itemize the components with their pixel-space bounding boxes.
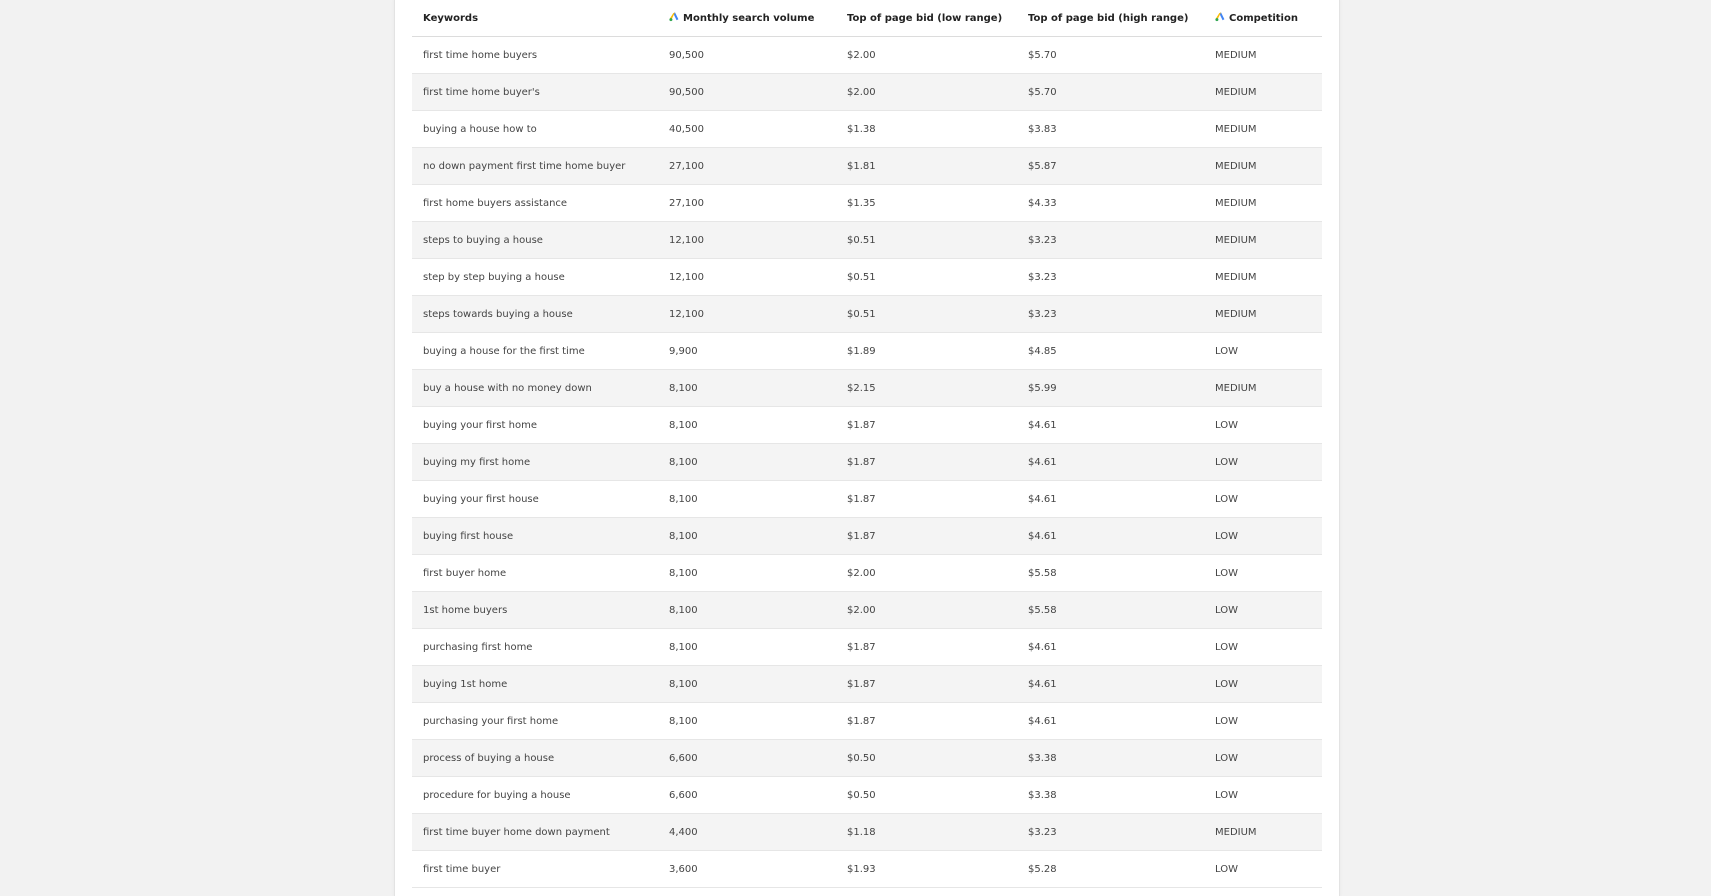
low-bid-cell: $1.38 xyxy=(836,111,1017,148)
high-bid-cell: $5.87 xyxy=(1017,148,1204,185)
table-row xyxy=(412,407,1322,444)
table-row xyxy=(412,74,1322,111)
competition-cell: LOW xyxy=(1204,407,1322,444)
keyword-cell: steps towards buying a house xyxy=(412,296,658,333)
low-bid-cell: $1.87 xyxy=(836,666,1017,703)
table-row xyxy=(412,444,1322,481)
low-bid-cell: $1.87 xyxy=(836,518,1017,555)
competition-cell: MEDIUM xyxy=(1204,259,1322,296)
low-bid-cell: $2.00 xyxy=(836,555,1017,592)
google-ads-icon xyxy=(669,12,679,22)
high-bid-cell: $4.61 xyxy=(1017,444,1204,481)
volume-cell: 4,400 xyxy=(658,814,836,851)
volume-cell: 90,500 xyxy=(658,37,836,74)
volume-cell: 8,100 xyxy=(658,703,836,740)
competition-cell: LOW xyxy=(1204,555,1322,592)
google-ads-icon xyxy=(1215,12,1225,22)
volume-cell: 8,100 xyxy=(658,666,836,703)
table-row xyxy=(412,740,1322,777)
high-bid-cell: $5.58 xyxy=(1017,592,1204,629)
high-bid-cell: $4.61 xyxy=(1017,629,1204,666)
table-header-row xyxy=(412,0,1322,37)
keyword-cell: first buyer home xyxy=(412,555,658,592)
low-bid-cell: $1.89 xyxy=(836,333,1017,370)
high-bid-cell: $4.61 xyxy=(1017,703,1204,740)
low-bid-column-header[interactable] xyxy=(836,0,1017,37)
volume-cell: 8,100 xyxy=(658,555,836,592)
keyword-cell: buy a house with no money down xyxy=(412,370,658,407)
volume-cell: 8,100 xyxy=(658,444,836,481)
keyword-cell: buying my first home xyxy=(412,444,658,481)
keyword-cell: buying your first house xyxy=(412,481,658,518)
competition-cell: LOW xyxy=(1204,777,1322,814)
volume-cell: 9,900 xyxy=(658,333,836,370)
low-bid-header-label: Top of page bid (low range) xyxy=(847,12,1003,24)
keyword-cell: first time buyer xyxy=(412,851,658,888)
table-row xyxy=(412,148,1322,185)
volume-cell: 12,100 xyxy=(658,259,836,296)
volume-cell: 8,100 xyxy=(658,592,836,629)
competition-cell: MEDIUM xyxy=(1204,814,1322,851)
competition-cell: MEDIUM xyxy=(1204,185,1322,222)
table-row xyxy=(412,851,1322,888)
competition-cell: MEDIUM xyxy=(1204,222,1322,259)
competition-cell: LOW xyxy=(1204,740,1322,777)
volume-column-header[interactable] xyxy=(658,0,836,37)
keyword-cell: buying a house how to xyxy=(412,111,658,148)
volume-cell: 27,100 xyxy=(658,148,836,185)
volume-cell: 8,100 xyxy=(658,481,836,518)
keyword-cell: first time home buyers xyxy=(412,37,658,74)
volume-cell: 40,500 xyxy=(658,111,836,148)
keyword-cell: no down payment first time home buyer xyxy=(412,148,658,185)
table-row xyxy=(412,222,1322,259)
volume-cell: 8,100 xyxy=(658,407,836,444)
table-row xyxy=(412,518,1322,555)
table-row xyxy=(412,814,1322,851)
volume-cell: 12,100 xyxy=(658,222,836,259)
high-bid-cell: $3.38 xyxy=(1017,740,1204,777)
high-bid-cell: $3.23 xyxy=(1017,259,1204,296)
low-bid-cell: $1.93 xyxy=(836,851,1017,888)
high-bid-header-label: Top of page bid (high range) xyxy=(1028,12,1189,24)
competition-cell: MEDIUM xyxy=(1204,296,1322,333)
low-bid-cell: $1.87 xyxy=(836,703,1017,740)
high-bid-cell: $4.61 xyxy=(1017,666,1204,703)
keyword-cell: purchasing first home xyxy=(412,629,658,666)
competition-column-header[interactable] xyxy=(1204,0,1322,37)
high-bid-cell: $5.28 xyxy=(1017,851,1204,888)
table-row xyxy=(412,37,1322,74)
competition-cell: MEDIUM xyxy=(1204,74,1322,111)
high-bid-cell: $5.58 xyxy=(1017,555,1204,592)
table-row xyxy=(412,666,1322,703)
keywords-column-header[interactable] xyxy=(412,0,658,37)
keyword-cell: 1st home buyers xyxy=(412,592,658,629)
high-bid-cell: $4.61 xyxy=(1017,481,1204,518)
high-bid-cell: $4.61 xyxy=(1017,407,1204,444)
volume-cell: 6,600 xyxy=(658,777,836,814)
volume-cell: 90,500 xyxy=(658,74,836,111)
high-bid-column-header[interactable] xyxy=(1017,0,1204,37)
low-bid-cell: $0.51 xyxy=(836,259,1017,296)
table-row xyxy=(412,185,1322,222)
low-bid-cell: $2.15 xyxy=(836,370,1017,407)
table-row xyxy=(412,481,1322,518)
volume-cell: 8,100 xyxy=(658,629,836,666)
competition-cell: LOW xyxy=(1204,629,1322,666)
volume-cell: 12,100 xyxy=(658,296,836,333)
low-bid-cell: $0.51 xyxy=(836,222,1017,259)
competition-cell: LOW xyxy=(1204,851,1322,888)
high-bid-cell: $5.70 xyxy=(1017,37,1204,74)
low-bid-cell: $0.51 xyxy=(836,296,1017,333)
low-bid-cell: $1.87 xyxy=(836,481,1017,518)
volume-cell: 8,100 xyxy=(658,370,836,407)
keyword-cell: buying your first home xyxy=(412,407,658,444)
high-bid-cell: $3.23 xyxy=(1017,296,1204,333)
competition-cell: MEDIUM xyxy=(1204,370,1322,407)
competition-cell: MEDIUM xyxy=(1204,37,1322,74)
competition-cell: LOW xyxy=(1204,666,1322,703)
keyword-cell: buying first house xyxy=(412,518,658,555)
keyword-cell: first time buyer home down payment xyxy=(412,814,658,851)
keyword-cell: procedure for buying a house xyxy=(412,777,658,814)
keywords-header-label: Keywords xyxy=(423,12,479,24)
low-bid-cell: $0.50 xyxy=(836,777,1017,814)
keyword-cell: steps to buying a house xyxy=(412,222,658,259)
competition-cell: LOW xyxy=(1204,481,1322,518)
table-row xyxy=(412,629,1322,666)
low-bid-cell: $2.00 xyxy=(836,37,1017,74)
competition-header-label: Competition xyxy=(1229,13,1298,24)
competition-cell: MEDIUM xyxy=(1204,148,1322,185)
low-bid-cell: $1.81 xyxy=(836,148,1017,185)
competition-cell: LOW xyxy=(1204,333,1322,370)
high-bid-cell: $4.33 xyxy=(1017,185,1204,222)
table-row xyxy=(412,259,1322,296)
table-row xyxy=(412,370,1322,407)
keyword-cell: first time home buyer's xyxy=(412,74,658,111)
volume-cell: 6,600 xyxy=(658,740,836,777)
table-row xyxy=(412,592,1322,629)
volume-cell: 3,600 xyxy=(658,851,836,888)
table-row xyxy=(412,296,1322,333)
table-row xyxy=(412,777,1322,814)
low-bid-cell: $1.87 xyxy=(836,629,1017,666)
high-bid-cell: $3.38 xyxy=(1017,777,1204,814)
volume-header-label: Monthly search volume xyxy=(683,13,815,24)
low-bid-cell: $1.35 xyxy=(836,185,1017,222)
keyword-cell: step by step buying a house xyxy=(412,259,658,296)
table-row xyxy=(412,111,1322,148)
keyword-cell: buying a house for the first time xyxy=(412,333,658,370)
high-bid-cell: $4.61 xyxy=(1017,518,1204,555)
table-row xyxy=(412,555,1322,592)
keyword-table-card xyxy=(394,0,1340,896)
low-bid-cell: $2.00 xyxy=(836,592,1017,629)
high-bid-cell: $5.99 xyxy=(1017,370,1204,407)
table-row xyxy=(412,333,1322,370)
high-bid-cell: $4.85 xyxy=(1017,333,1204,370)
keyword-cell: process of buying a house xyxy=(412,740,658,777)
keyword-cell: first home buyers assistance xyxy=(412,185,658,222)
competition-cell: LOW xyxy=(1204,703,1322,740)
keyword-cell: purchasing your first home xyxy=(412,703,658,740)
high-bid-cell: $3.23 xyxy=(1017,814,1204,851)
keyword-cell: buying 1st home xyxy=(412,666,658,703)
low-bid-cell: $1.87 xyxy=(836,444,1017,481)
high-bid-cell: $5.70 xyxy=(1017,74,1204,111)
high-bid-cell: $3.83 xyxy=(1017,111,1204,148)
table-row xyxy=(412,703,1322,740)
low-bid-cell: $1.18 xyxy=(836,814,1017,851)
high-bid-cell: $3.23 xyxy=(1017,222,1204,259)
volume-cell: 8,100 xyxy=(658,518,836,555)
competition-cell: LOW xyxy=(1204,592,1322,629)
keyword-table xyxy=(412,0,1322,888)
competition-cell: LOW xyxy=(1204,518,1322,555)
low-bid-cell: $1.87 xyxy=(836,407,1017,444)
competition-cell: LOW xyxy=(1204,444,1322,481)
competition-cell: MEDIUM xyxy=(1204,111,1322,148)
low-bid-cell: $0.50 xyxy=(836,740,1017,777)
low-bid-cell: $2.00 xyxy=(836,74,1017,111)
volume-cell: 27,100 xyxy=(658,185,836,222)
